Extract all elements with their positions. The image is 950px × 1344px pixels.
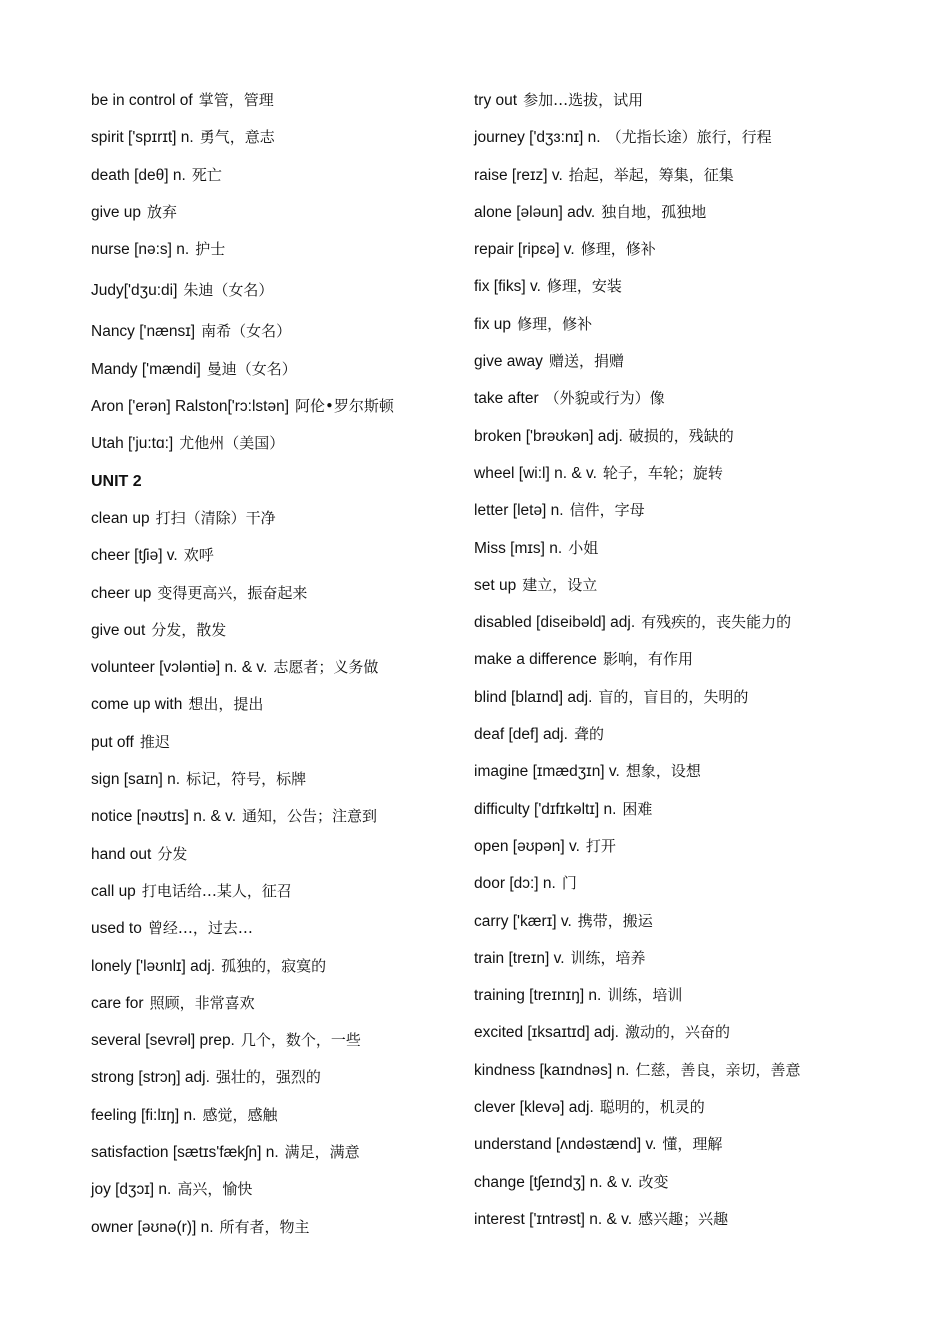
vocab-word: Nancy ['nænsɪ] bbox=[91, 323, 196, 341]
vocab-entry bbox=[91, 910, 461, 947]
vocab-entry bbox=[474, 119, 894, 156]
vocab-word: spirit ['spɪrɪt] n. bbox=[91, 129, 194, 147]
vocab-entry bbox=[474, 418, 894, 455]
vocab-meaning: 改变 bbox=[638, 1172, 669, 1191]
vocab-word: difficulty ['dɪfɪkəltɪ] n. bbox=[474, 800, 617, 818]
vocab-word: notice [nəʊtɪs] n. & v. bbox=[91, 808, 236, 826]
vocab-meaning: 曼迪（女名） bbox=[206, 359, 297, 378]
vocab-meaning: （尤指长途）旅行，行程 bbox=[606, 128, 772, 147]
vocab-entry bbox=[91, 612, 461, 649]
vocab-meaning: 想出，提出 bbox=[188, 695, 264, 714]
vocab-entry bbox=[91, 761, 461, 798]
vocab-word: carry ['kærɪ] v. bbox=[474, 912, 572, 930]
vocab-meaning: 打电话给…某人，征召 bbox=[141, 881, 292, 900]
vocab-word: take after bbox=[474, 390, 539, 408]
vocab-meaning: 志愿者；义务做 bbox=[273, 658, 379, 677]
vocab-entry bbox=[91, 836, 461, 873]
vocab-entry bbox=[91, 724, 461, 761]
vocab-word: train [treɪn] v. bbox=[474, 949, 565, 967]
vocab-meaning: （外貌或行为）像 bbox=[544, 389, 665, 408]
vocab-word: alone [ələun] adv. bbox=[474, 203, 596, 221]
vocab-meaning: 打开 bbox=[585, 836, 616, 855]
vocab-meaning: 盲的，盲目的，失明的 bbox=[598, 687, 749, 706]
vocab-entry bbox=[91, 157, 461, 194]
vocab-word: satisfaction [sætɪs'fækʃn] n. bbox=[91, 1144, 279, 1162]
vocab-word: cheer up bbox=[91, 584, 152, 602]
vocab-meaning: 抬起，举起，筹集，征集 bbox=[568, 165, 734, 184]
vocab-entry bbox=[91, 873, 461, 910]
vocab-entry bbox=[474, 1201, 894, 1238]
vocab-word: hand out bbox=[91, 845, 152, 863]
vocab-entry bbox=[474, 567, 894, 604]
vocab-meaning: 仁慈，善良，亲切，善意 bbox=[635, 1060, 801, 1079]
vocab-meaning: 满足，满意 bbox=[284, 1143, 360, 1162]
vocab-word: lonely ['ləʊnlɪ] adj. bbox=[91, 957, 216, 975]
vocab-entry bbox=[474, 1126, 894, 1163]
vocab-meaning: 勇气，意志 bbox=[199, 128, 275, 147]
vocab-word: be in control of bbox=[91, 92, 193, 109]
vocab-word: wheel [wi:l] n. & v. bbox=[474, 464, 597, 482]
vocab-word: come up with bbox=[91, 696, 183, 714]
vocab-entry bbox=[474, 828, 894, 865]
vocab-meaning: 信件，字母 bbox=[569, 501, 645, 520]
vocab-meaning: 门 bbox=[561, 874, 577, 893]
vocab-meaning: 曾经…，过去… bbox=[147, 919, 253, 938]
vocab-word: owner [əʊnə(r)] n. bbox=[91, 1218, 214, 1236]
vocab-word: clean up bbox=[91, 509, 150, 527]
vocab-word: letter [letə] n. bbox=[474, 502, 564, 520]
vocab-word: sign [saɪn] n. bbox=[91, 771, 181, 789]
vocab-word: disabled [diseibəld] adj. bbox=[474, 614, 636, 632]
vocab-meaning: 赠送，捐赠 bbox=[548, 352, 624, 371]
vocab-meaning: 变得更高兴，振奋起来 bbox=[157, 583, 308, 602]
vocab-meaning: 聪明的，机灵的 bbox=[599, 1098, 705, 1117]
vocab-entry bbox=[474, 753, 894, 790]
vocab-meaning: 携带，搬运 bbox=[577, 911, 653, 930]
vocab-entry bbox=[91, 948, 461, 985]
vocab-word: fix up bbox=[474, 315, 512, 333]
vocab-meaning: 有残疾的，丧失能力的 bbox=[641, 613, 792, 632]
vocab-word: training [treɪnɪŋ] n. bbox=[474, 987, 602, 1005]
vocab-entry bbox=[474, 903, 894, 940]
vocab-entry bbox=[91, 575, 461, 612]
vocab-entry bbox=[474, 641, 894, 678]
vocab-meaning: 训练，培养 bbox=[570, 948, 646, 967]
vocab-entry bbox=[474, 604, 894, 641]
vocab-meaning: 影响，有作用 bbox=[602, 650, 693, 669]
vocab-meaning: 标记，符号，标牌 bbox=[186, 770, 307, 789]
vocab-entry bbox=[91, 1059, 461, 1096]
vocab-meaning: 打扫（清除）干净 bbox=[155, 508, 276, 527]
vocab-entry bbox=[474, 940, 894, 977]
vocab-word: strong [strɔŋ] adj. bbox=[91, 1069, 210, 1087]
vocab-entry bbox=[474, 791, 894, 828]
vocab-entry bbox=[91, 351, 461, 388]
vocab-entry bbox=[91, 313, 461, 350]
vocab-meaning: 推迟 bbox=[139, 732, 170, 751]
vocab-word: change [tʃeɪndʒ] n. & v. bbox=[474, 1173, 633, 1191]
vocab-entry bbox=[91, 1134, 461, 1171]
vocab-meaning: 轮子，车轮；旋转 bbox=[602, 463, 723, 482]
vocab-meaning: 小姐 bbox=[568, 538, 599, 557]
vocab-meaning: 修理，安装 bbox=[546, 277, 622, 296]
vocab-meaning: 护士 bbox=[195, 240, 226, 259]
vocab-meaning: 感兴趣；兴趣 bbox=[638, 1209, 729, 1228]
vocab-word: door [dɔ:] n. bbox=[474, 875, 556, 893]
vocab-entry bbox=[91, 985, 461, 1022]
vocab-meaning: 参加…选拔，试用 bbox=[523, 91, 644, 109]
vocab-word: care for bbox=[91, 994, 144, 1012]
vocab-entry bbox=[91, 194, 461, 231]
vocab-word: journey ['dʒɜ:nɪ] n. bbox=[474, 129, 601, 147]
vocab-entry bbox=[91, 798, 461, 835]
vocab-meaning: 分发 bbox=[157, 844, 188, 863]
vocab-meaning: 阿伦•罗尔斯顿 bbox=[295, 397, 394, 416]
vocab-entry bbox=[91, 119, 461, 156]
vocab-entry bbox=[474, 679, 894, 716]
vocab-word: Miss [mɪs] n. bbox=[474, 539, 563, 557]
vocab-word: open [əʊpən] v. bbox=[474, 837, 580, 855]
vocab-meaning: 放弃 bbox=[146, 202, 177, 221]
vocab-entry bbox=[91, 425, 461, 462]
vocab-entry bbox=[91, 1022, 461, 1059]
vocab-entry bbox=[474, 231, 894, 268]
vocab-entry bbox=[91, 1209, 461, 1246]
vocab-meaning: 训练，培训 bbox=[607, 986, 683, 1005]
vocab-meaning: 孤独的，寂寞的 bbox=[221, 956, 327, 975]
vocab-meaning: 感觉，感触 bbox=[202, 1105, 278, 1124]
vocab-entry bbox=[91, 500, 461, 537]
vocab-word: give up bbox=[91, 203, 141, 221]
vocab-word: joy [dʒɔɪ] n. bbox=[91, 1181, 172, 1199]
vocab-entry bbox=[91, 231, 461, 268]
vocab-entry bbox=[474, 1014, 894, 1051]
vocab-entry bbox=[474, 865, 894, 902]
vocab-entry bbox=[474, 1052, 894, 1089]
vocab-entry bbox=[91, 268, 461, 313]
vocab-meaning: 朱迪（女名） bbox=[183, 281, 274, 300]
vocab-word: blind [blaɪnd] adj. bbox=[474, 688, 593, 706]
vocab-word: understand [ʌndəstænd] v. bbox=[474, 1136, 657, 1154]
vocab-word: kindness [kaɪndnəs] n. bbox=[474, 1061, 630, 1079]
vocab-meaning: 困难 bbox=[622, 799, 653, 818]
vocab-entry bbox=[474, 343, 894, 380]
vocab-meaning: 死亡 bbox=[191, 165, 222, 184]
vocab-word: call up bbox=[91, 882, 136, 900]
vocab-entry bbox=[474, 194, 894, 231]
vocab-entry bbox=[91, 537, 461, 574]
vocab-word: make a difference bbox=[474, 651, 597, 669]
vocab-meaning: 激动的，兴奋的 bbox=[624, 1023, 730, 1042]
vocab-word: broken ['brəʊkən] adj. bbox=[474, 427, 623, 445]
vocab-word: raise [reɪz] v. bbox=[474, 166, 563, 184]
vocab-entry bbox=[474, 492, 894, 529]
vocab-meaning: 欢呼 bbox=[183, 546, 214, 565]
vocab-meaning: 建立，设立 bbox=[522, 575, 598, 594]
vocab-word: try out bbox=[474, 92, 518, 109]
vocab-entry bbox=[474, 1089, 894, 1126]
vocab-word: nurse [nə:s] n. bbox=[91, 241, 190, 259]
vocab-meaning: 所有者，物主 bbox=[219, 1217, 310, 1236]
vocab-entry bbox=[91, 82, 461, 119]
vocab-meaning: 聋的 bbox=[573, 725, 604, 744]
vocab-entry bbox=[474, 306, 894, 343]
vocab-entry bbox=[474, 530, 894, 567]
vocab-word: set up bbox=[474, 576, 517, 594]
vocab-meaning: 南希（女名） bbox=[201, 322, 292, 341]
vocab-word: interest ['ɪntrəst] n. & v. bbox=[474, 1210, 633, 1228]
vocab-entry bbox=[91, 1171, 461, 1208]
vocab-meaning: 几个，数个，一些 bbox=[240, 1031, 361, 1050]
vocab-word: Mandy ['mændi] bbox=[91, 360, 201, 378]
vocab-word: clever [klevə] adj. bbox=[474, 1099, 594, 1117]
vocab-entry bbox=[91, 388, 461, 425]
vocab-entry bbox=[91, 686, 461, 723]
vocab-entry bbox=[474, 380, 894, 417]
vocab-entry bbox=[474, 1164, 894, 1201]
vocab-word: fix [fiks] v. bbox=[474, 278, 541, 296]
vocab-meaning: 高兴，愉快 bbox=[177, 1180, 253, 1199]
vocab-meaning: 修理，修补 bbox=[517, 314, 593, 333]
vocab-word: cheer [tʃiə] v. bbox=[91, 547, 178, 565]
vocab-word: repair [ripɛə] v. bbox=[474, 241, 575, 259]
vocab-meaning: 分发，散发 bbox=[151, 620, 227, 639]
vocab-word: Judy['dʒu:di] bbox=[91, 282, 178, 300]
vocab-meaning: 尤他州（美国） bbox=[179, 434, 285, 453]
vocab-meaning: 破损的，残缺的 bbox=[628, 426, 734, 445]
vocab-entry bbox=[474, 455, 894, 492]
vocab-word: Utah ['ju:tɑ:] bbox=[91, 435, 174, 453]
vocab-meaning: 想象，设想 bbox=[625, 762, 701, 781]
vocab-meaning: 通知，公告；注意到 bbox=[242, 807, 378, 826]
vocab-meaning: 掌管，管理 bbox=[198, 91, 274, 109]
vocab-word: Aron ['erən] Ralston['rɔ:lstən] bbox=[91, 398, 290, 416]
vocab-entry bbox=[474, 268, 894, 305]
right-vocab-column bbox=[474, 82, 894, 1238]
vocab-word: feeling [fi:lɪŋ] n. bbox=[91, 1106, 197, 1124]
vocab-word: volunteer [vɔləntiə] n. & v. bbox=[91, 659, 268, 677]
vocab-word: imagine [ɪmædʒɪn] v. bbox=[474, 763, 620, 781]
vocab-meaning: 懂，理解 bbox=[662, 1135, 723, 1154]
vocab-entry bbox=[91, 1097, 461, 1134]
vocab-entry bbox=[474, 716, 894, 753]
vocab-word: put off bbox=[91, 733, 134, 751]
vocab-meaning: 修理，修补 bbox=[580, 240, 656, 259]
vocab-meaning: 照顾，非常喜欢 bbox=[149, 993, 255, 1012]
vocab-word: several [sevrəl] prep. bbox=[91, 1032, 235, 1050]
vocab-word: deaf [def] adj. bbox=[474, 726, 568, 744]
left-vocab-column bbox=[91, 82, 461, 1246]
vocab-entry bbox=[474, 82, 894, 119]
vocab-entry bbox=[91, 649, 461, 686]
vocab-entry bbox=[474, 157, 894, 194]
unit-heading: UNIT 2 bbox=[91, 472, 142, 490]
vocab-word: excited [ɪksaɪtɪd] adj. bbox=[474, 1024, 619, 1042]
vocab-meaning: 独自地，孤独地 bbox=[601, 202, 707, 221]
vocab-word: death [deθ] n. bbox=[91, 166, 186, 184]
vocab-entry bbox=[474, 977, 894, 1014]
vocab-meaning: 强壮的，强烈的 bbox=[215, 1068, 321, 1087]
vocab-word: used to bbox=[91, 920, 142, 938]
vocab-word: give away bbox=[474, 353, 543, 371]
vocab-word: give out bbox=[91, 621, 146, 639]
